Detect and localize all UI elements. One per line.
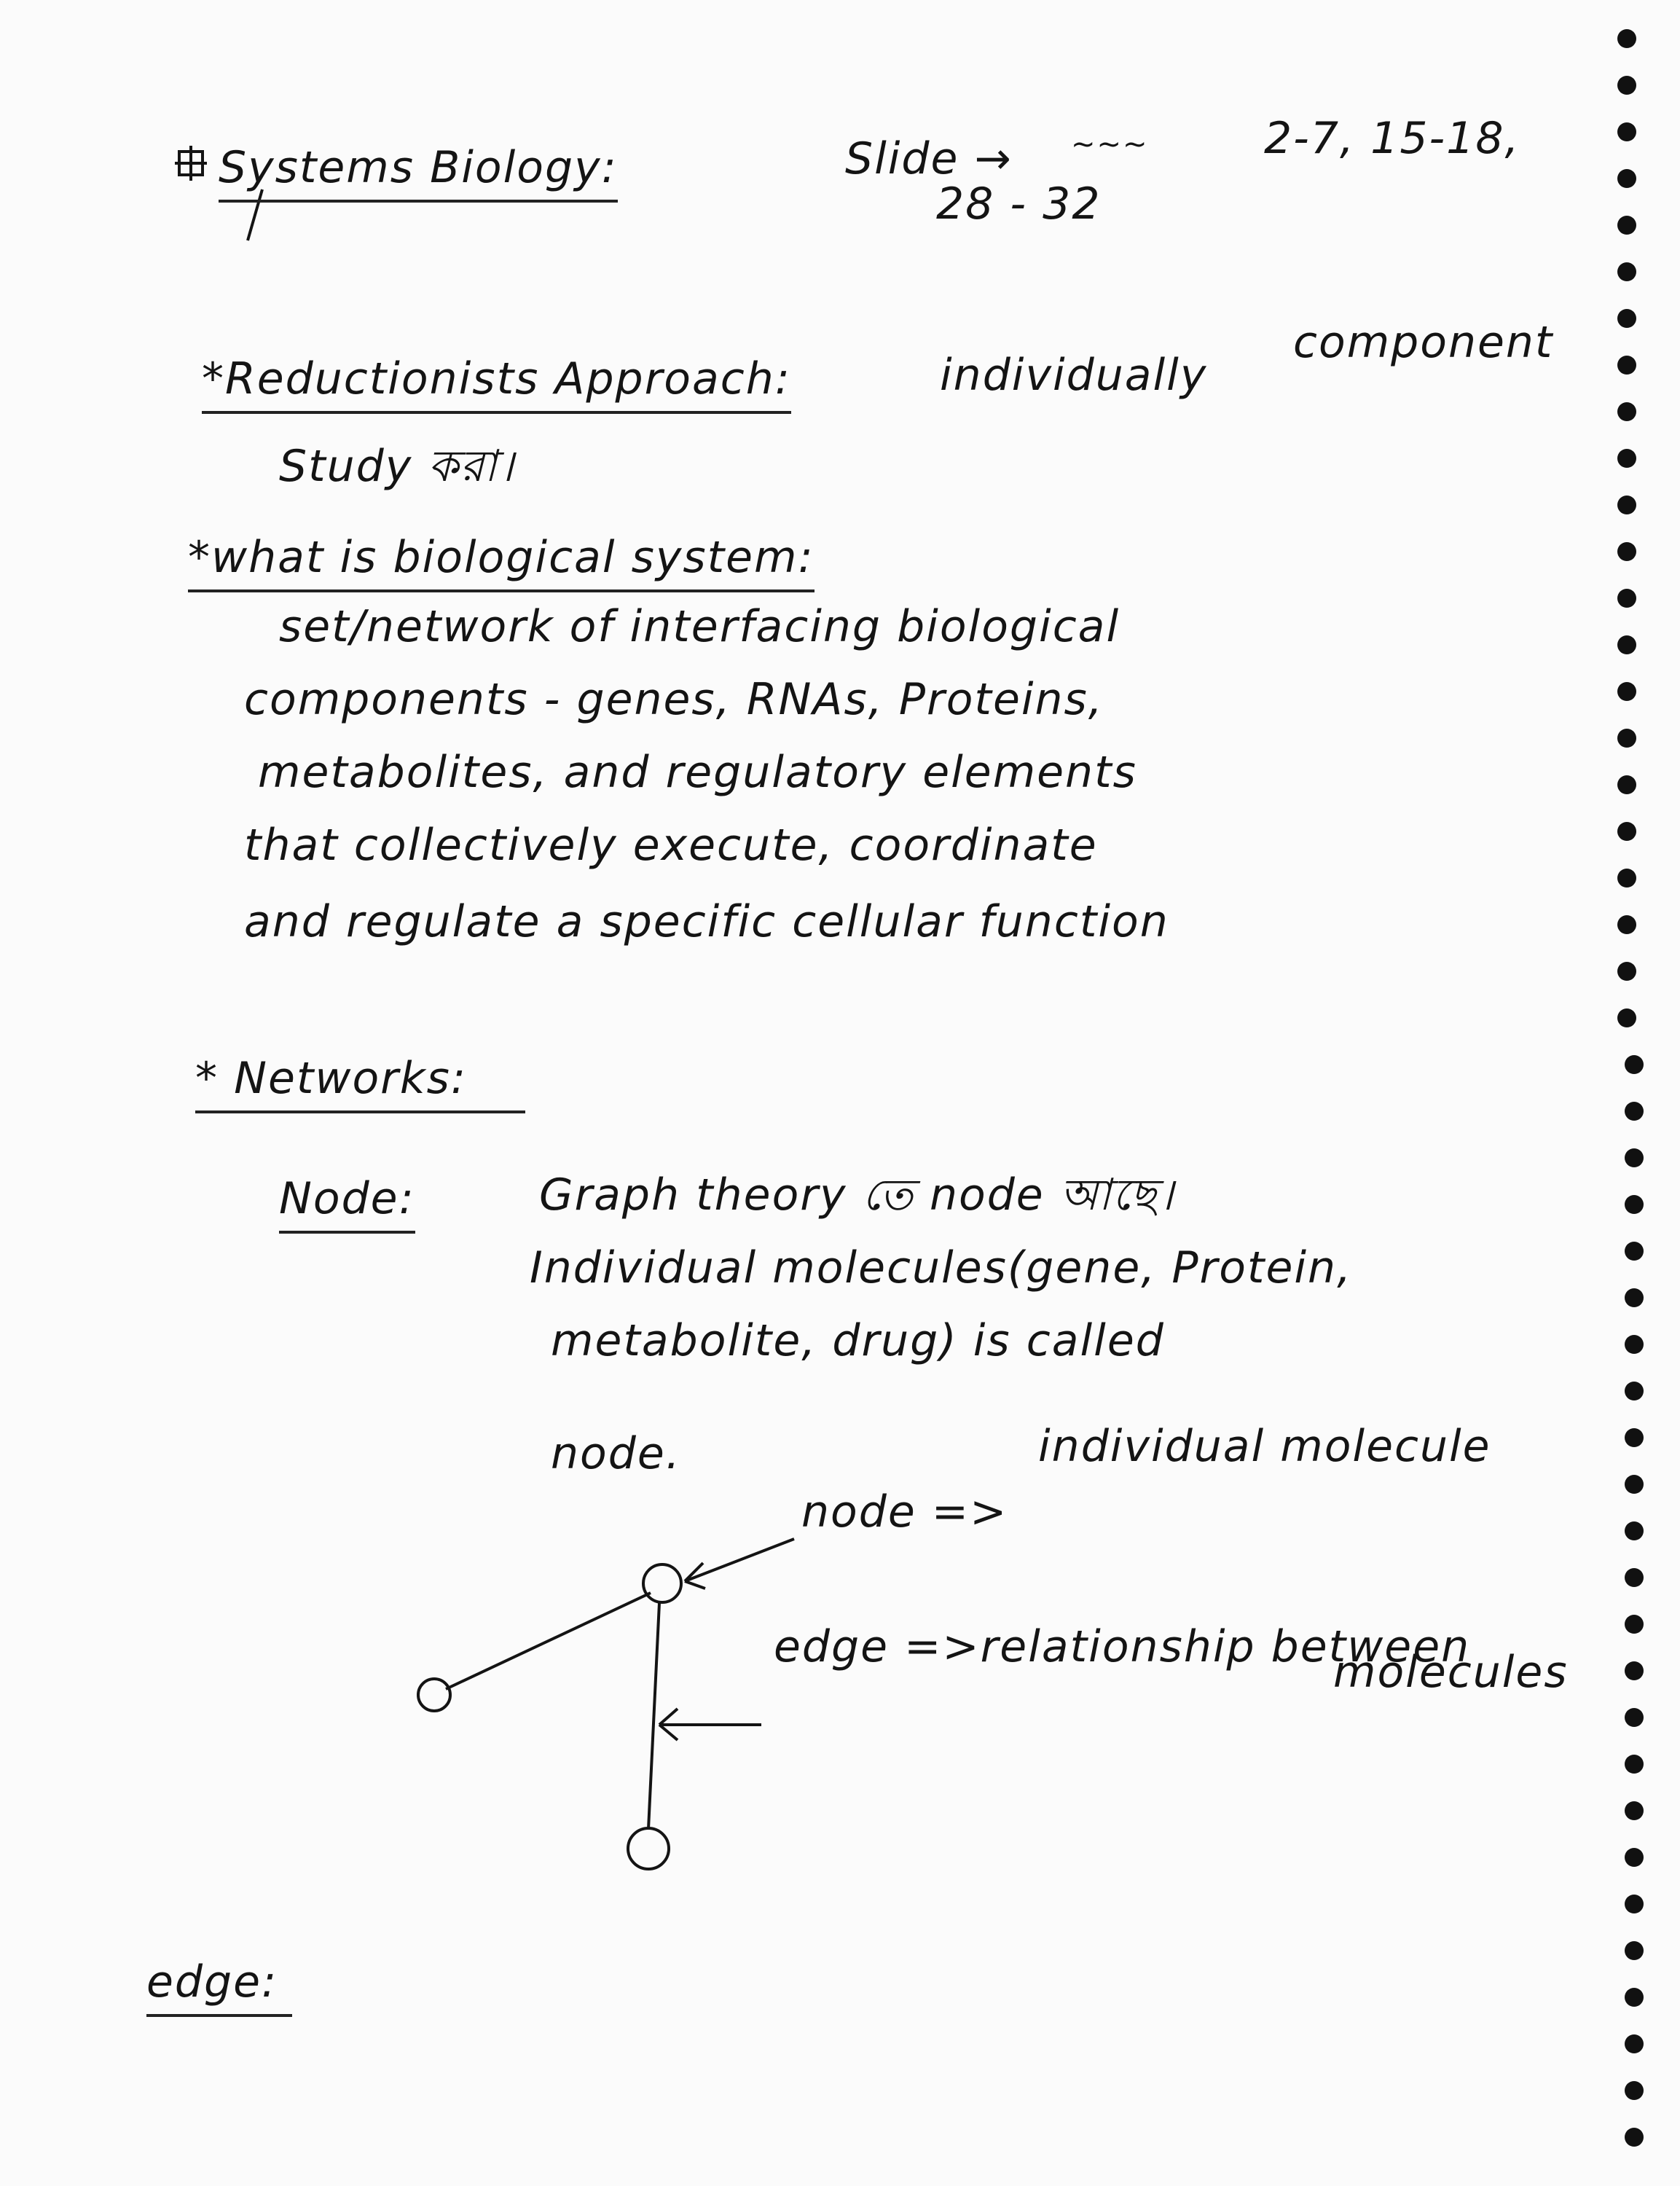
node-circle (643, 1564, 681, 1602)
node-line: node. (551, 1428, 681, 1479)
slide-ranges: 2-7, 15-18, (1264, 113, 1520, 164)
binding-hole (1625, 1475, 1644, 1494)
slide-ranges-2: 28 - 32 (936, 179, 1102, 230)
binding-hole (1625, 1615, 1644, 1634)
biological-system-heading: *what is biological system: (188, 536, 815, 592)
binding-hole (1617, 682, 1636, 701)
edge-annotation-2: molecules (1333, 1647, 1569, 1698)
binding-hole (1625, 1242, 1644, 1261)
definition-line: set/network of interfacing biological (279, 601, 1120, 652)
binding-hole (1625, 1568, 1644, 1587)
binding-hole (1617, 729, 1636, 748)
binding-hole (1625, 1148, 1644, 1167)
binding-hole (1617, 29, 1636, 48)
arrow-to-edge (659, 1709, 761, 1740)
node-circle (628, 1828, 669, 1869)
networks-heading: * Networks: (195, 1057, 525, 1113)
binding-hole (1625, 2128, 1644, 2147)
binding-hole (1625, 1708, 1644, 1727)
binding-hole (1625, 1801, 1644, 1820)
binding-hole (1625, 1335, 1644, 1354)
binding-hole (1617, 356, 1636, 375)
binding-hole (1617, 589, 1636, 608)
binding-hole (1617, 402, 1636, 421)
reductionist-text-2: component (1293, 317, 1554, 368)
binding-hole (1617, 309, 1636, 328)
binding-hole (1617, 962, 1636, 981)
binding-hole (1625, 1941, 1644, 1960)
edge-line (648, 1603, 659, 1829)
binding-hole (1617, 635, 1636, 654)
node-circle (418, 1679, 450, 1711)
node-line: Individual molecules(gene, Protein, (530, 1242, 1353, 1293)
node-line: Graph theory তে node আছে। (539, 1170, 1175, 1221)
binding-hole (1617, 775, 1636, 794)
page-title: Systems Biology: (219, 146, 618, 203)
edge-heading: edge: (146, 1960, 292, 2017)
definition-line: components - genes, RNAs, Proteins, (244, 674, 1104, 725)
binding-hole (1625, 2081, 1644, 2100)
node-line: metabolite, drug) is called (551, 1315, 1165, 1366)
binding-hole (1625, 1055, 1644, 1074)
slide-label: Slide → (845, 133, 1013, 184)
binding-hole (1617, 869, 1636, 888)
node-annotation-2: individual molecule (1038, 1421, 1491, 1472)
binding-hole (1617, 122, 1636, 141)
binding-hole (1625, 1102, 1644, 1121)
binding-hole (1617, 822, 1636, 841)
reductionist-text: individually (940, 350, 1208, 401)
binding-hole (1617, 1008, 1636, 1027)
definition-line: that collectively execute, coordinate (244, 820, 1098, 871)
edge-annotation: edge =>relationship between (774, 1621, 1471, 1672)
arrow-to-node (685, 1539, 794, 1588)
binding-hole (1617, 449, 1636, 468)
reductionist-text-3: Study করা। (279, 441, 516, 492)
binding-hole (1625, 1895, 1644, 1913)
binding-hole (1617, 542, 1636, 561)
binding-hole (1625, 1382, 1644, 1400)
binding-hole (1625, 1428, 1644, 1447)
definition-line: metabolites, and regulatory elements (258, 747, 1137, 798)
reductionist-heading: *Reductionists Approach: (202, 357, 791, 414)
node-annotation: node => (801, 1486, 1008, 1537)
binding-hole (1625, 1755, 1644, 1774)
binding-hole (1625, 1848, 1644, 1867)
node-label: Node: (279, 1177, 415, 1234)
scribble: ~~~ (1071, 128, 1149, 161)
binding-hole (1625, 1988, 1644, 2007)
binding-hole (1625, 1661, 1644, 1680)
binding-hole (1617, 216, 1636, 235)
binding-hole (1625, 2034, 1644, 2053)
binding-hole (1625, 1195, 1644, 1214)
binding-hole (1617, 495, 1636, 514)
binding-hole (1617, 915, 1636, 934)
binding-hole (1625, 1288, 1644, 1307)
definition-line: and regulate a specific cellular function (244, 896, 1169, 947)
edge-line (446, 1593, 651, 1689)
binding-hole (1617, 169, 1636, 188)
binding-hole (1625, 1521, 1644, 1540)
binding-hole (1617, 262, 1636, 281)
binding-hole (1617, 76, 1636, 95)
spiral-binding (1614, 29, 1658, 2171)
